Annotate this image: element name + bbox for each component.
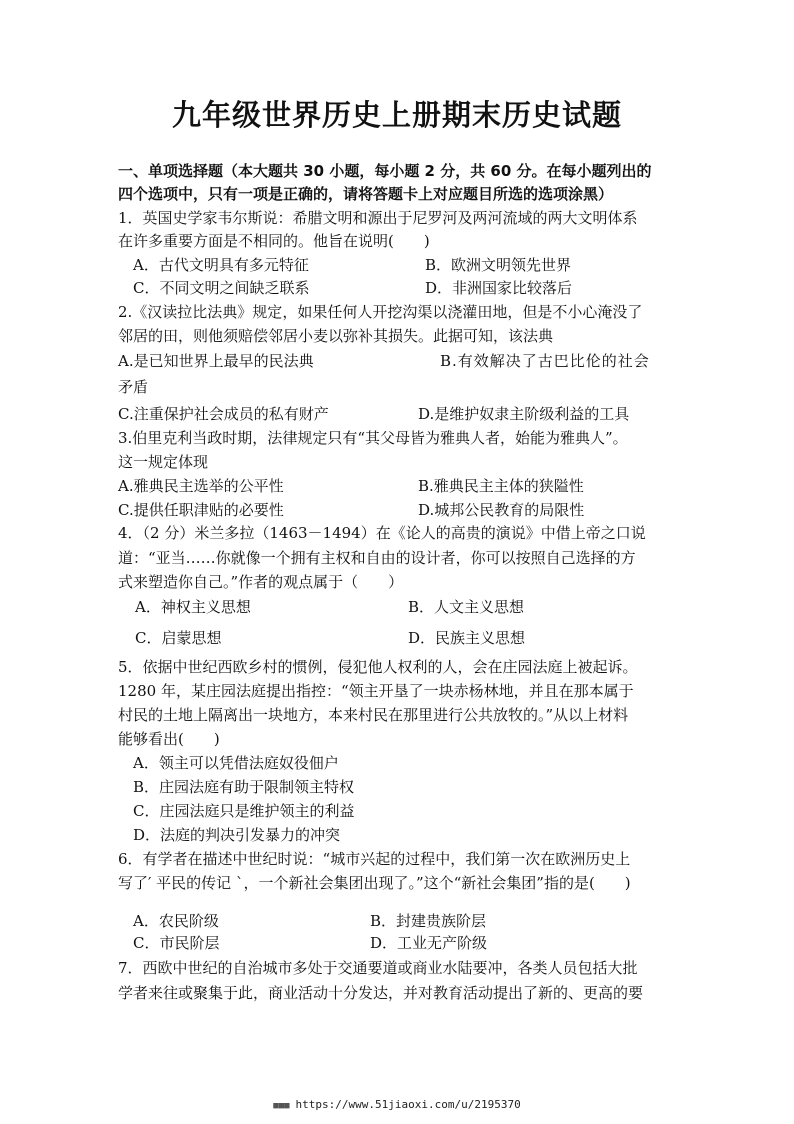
q1-stem-line-2: 在许多重要方面是不相同的。他旨在说明( ) [118,232,430,250]
q4-option-b: B．人文主义思想 [408,598,525,616]
q3-option-c: C.提供任职津贴的必要性 [118,501,284,519]
q4-stem-line-2: 道：“亚当……你就像一个拥有主权和自由的设计者，你可以按照自己选择的方 [118,549,636,567]
q6-option-b: B．封建贵族阶层 [370,912,487,930]
q2-option-b: B.有效解决了古巴比伦的社会 [440,352,650,370]
section-heading-line-1: 一、单项选择题（本大题共 30 小题，每小题 2 分，共 60 分。在每小题列出的 [118,162,652,180]
q5-option-d: D．法庭的判决引发暴力的冲突 [133,826,341,844]
q6-stem-line-1: 6．有学者在描述中世纪时说：“城市兴起的过程中，我们第一次在欧洲历史上 [118,850,631,868]
q4-stem-line-1: 4．（2 分）米兰多拉（1463－1494）在《论人的高贵的演说》中借上帝之口说 [118,524,646,542]
q2-option-b-continued: 矛盾 [118,378,149,396]
q1-option-b: B．欧洲文明领先世界 [425,256,572,274]
q2-option-d: D.是维护奴隶主阶级利益的工具 [418,405,630,423]
q6-option-d: D．工业无产阶级 [370,934,488,952]
q4-option-a: A．神权主义思想 [135,598,251,616]
section-heading-line-2: 四个选项中，只有一项是正确的，请将答题卡上对应题目所选的选项涂黑） [118,185,614,203]
q3-stem-line-1: 3.伯里克利当政时期，法律规定只有“其父母皆为雅典人者，始能为雅典人”。 [118,429,628,447]
q2-option-a: A.是已知世界上最早的民法典 [118,352,314,370]
q5-option-a: A．领主可以凭借法庭奴役佃户 [133,754,339,772]
q4-option-c: C．启蒙思想 [135,629,222,647]
q2-option-c: C.注重保护社会成员的私有财产 [118,405,329,423]
q5-stem-line-4: 能够看出( ) [118,730,220,748]
q4-option-d: D．民族主义思想 [408,629,526,647]
q7-stem-line-1: 7．西欧中世纪的自治城市多处于交通要道或商业水陆要冲，各类人员包括大批 [118,959,638,977]
footer-url-link[interactable]: https://www.51jiaoxi.com/u/2195370 [295,1098,521,1111]
q1-option-a: A．古代文明具有多元特征 [133,256,309,274]
q6-option-a: A．农民阶级 [133,912,219,930]
q3-option-b: B.雅典民主主体的狭隘性 [418,477,584,495]
q3-option-a: A.雅典民主选举的公平性 [118,477,284,495]
q3-stem-line-2: 这一规定体现 [118,453,209,471]
page-footer [0,1098,794,1111]
q5-stem-line-2: 1280 年，某庄园法庭提出指控：“领主开垦了一块赤杨林地，并且在那本属于 [118,682,634,700]
q6-option-c: C．市民阶层 [133,934,220,952]
exam-title: 九年级世界历史上册期末历史试题 [171,98,622,132]
q6-stem-line-2: 写了′ 平民的传记 ˋ，一个新社会集团出现了。”这个“新社会集团”指的是( ) [118,874,631,892]
q4-stem-line-3: 式来塑造你自己。”作者的观点属于（ ） [118,573,404,591]
footer-watermark: ■■■ [273,1101,290,1111]
q5-stem-line-3: 村民的土地上隔离出一块地方，本来村民在那里进行公共放牧的。”从以上材料 [118,706,629,724]
q1-stem-line-1: 1．英国史学家韦尔斯说：希腊文明和源出于尼罗河及两河流域的两大文明体系 [118,209,638,227]
q2-stem-line-1: 2.《汉读拉比法典》规定，如果任何人开挖沟渠以浇灌田地，但是不小心淹没了 [118,303,643,321]
q1-option-c: C．不同文明之间缺乏联系 [133,279,310,297]
q2-stem-line-2: 邻居的田，则他须赔偿邻居小麦以弥补其损失。此据可知，该法典 [118,327,554,345]
q5-stem-line-1: 5．依据中世纪西欧乡村的惯例，侵犯他人权利的人，会在庄园法庭上被起诉。 [118,658,638,676]
q3-option-d: D.城邦公民教育的局限性 [418,501,585,519]
q1-option-d: D．非洲国家比较落后 [425,279,573,297]
q5-option-b: B．庄园法庭有助于限制领主特权 [133,778,355,796]
q5-option-c: C．庄园法庭只是维护领主的利益 [133,802,355,820]
q7-stem-line-2: 学者来往或聚集于此，商业活动十分发达，并对教育活动提出了新的、更高的要 [118,984,644,1002]
